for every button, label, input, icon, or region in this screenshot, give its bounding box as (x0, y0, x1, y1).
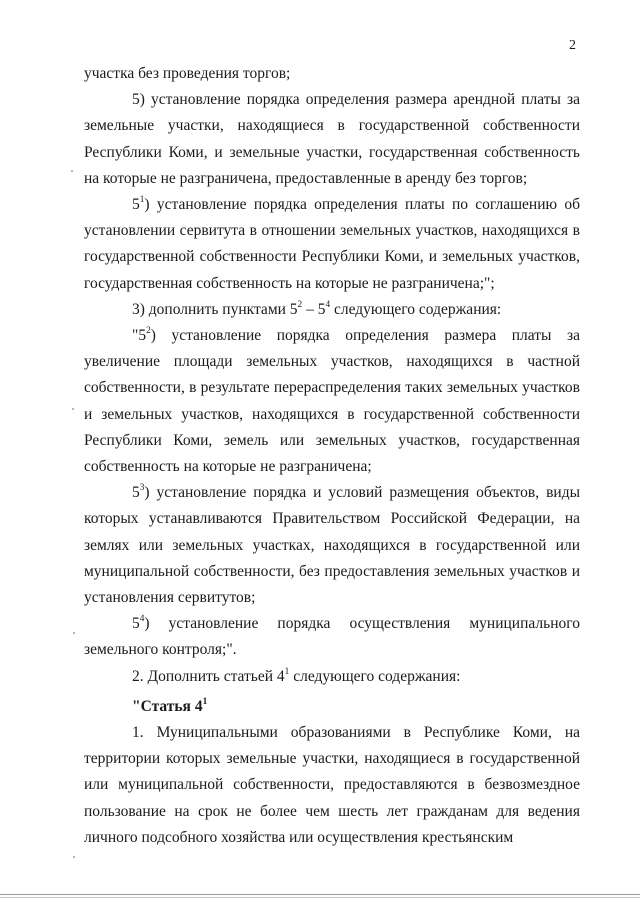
paragraph-text-start: 5 (132, 484, 140, 502)
paragraph-item-5-4 (84, 611, 580, 663)
paragraph-text-rest: ) установление порядка осуществления муниципального земельного контроля;". (84, 615, 580, 659)
article-heading-text: "Статья 4 (132, 697, 203, 715)
superscript-index: 2 (146, 326, 151, 337)
paragraph-text-start: 5 (132, 196, 140, 214)
paragraph-text-start: 5 (132, 615, 140, 633)
scan-speck (73, 856, 75, 858)
paragraph-text: 5) установление порядка определения размера арендной платы за земельные участки, находящиеся в государственной собственности Республики Коми, и земельные участки, государственная собственность на которые не разграничена, предоставленные в аренду без торгов; (84, 91, 580, 187)
paragraph-article-clause-1 (84, 720, 580, 851)
superscript-index: 4 (139, 614, 145, 625)
paragraph-text-rest: следующего содержания: (289, 667, 461, 685)
paragraph-text: 1. Муниципальными образованиями в Республике Коми, на территории которых земельные участки, находящиеся в государственной или муниципальной собственности, предоставляются в безвозмездное пользование на срок не более чем шесть лет гражданам для ведения личного подсобного хозяйства или осуществления крестьянским (84, 724, 580, 846)
document-body (84, 61, 580, 851)
paragraph-text-middle: – 5 (302, 300, 326, 318)
scan-speck (73, 632, 75, 634)
scan-edge-line (0, 894, 640, 895)
scan-speck (71, 170, 73, 172)
paragraph-item-2-amendment (84, 664, 580, 690)
paragraph-text-rest: ) установление порядка определения размера платы за увеличение площади земельных участков, находящихся в частной собственности, в результате перераспределения таких земельных участков и земельных участков, находящихся в государственной собственности Республики Коми, земель или земельных участков, государственная собственность на которые не разграничена; (84, 327, 580, 476)
paragraph-item-5 (84, 87, 580, 192)
scan-speck (72, 408, 74, 410)
paragraph-text-rest: ) установление порядка определения платы по соглашению об установлении сервитута в отношении земельных участков, находящихся в государственной собственности Республики Коми, и земельных участков, государственная собственность на которые не разграничена;"; (84, 196, 580, 292)
superscript-index: 2 (297, 299, 303, 310)
article-heading (84, 694, 580, 720)
paragraph-text-start: 2. Дополнить статьей 4 (132, 667, 285, 685)
paragraph-item-3-amendment (84, 297, 580, 323)
paragraph-text-start: 3) дополнить пунктами 5 (132, 300, 298, 318)
paragraph-text: участка без проведения торгов; (84, 65, 291, 82)
superscript-index: 1 (139, 195, 145, 206)
paragraph-item-5-1 (84, 192, 580, 297)
superscript-index: 4 (325, 299, 331, 310)
paragraph-text-rest: следующего содержания: (330, 300, 502, 318)
page-number: 2 (569, 38, 576, 53)
superscript-index: 1 (202, 696, 208, 707)
scan-edge-line (0, 897, 640, 898)
paragraph-text-rest: ) установление порядка и условий размещения объектов, виды которых устанавливаются Правительством Российской Федерации, на землях или земельных участках, находящихся в государственной или муниципальной собственности, без предоставления земельных участков и установления сервитутов; (84, 484, 580, 607)
paragraph-item-5-2 (84, 323, 580, 480)
paragraph-continuation (84, 61, 580, 87)
superscript-index: 3 (139, 483, 145, 494)
superscript-index: 1 (284, 666, 290, 677)
paragraph-item-5-3 (84, 480, 580, 611)
paragraph-text-start: "5 (132, 327, 147, 345)
